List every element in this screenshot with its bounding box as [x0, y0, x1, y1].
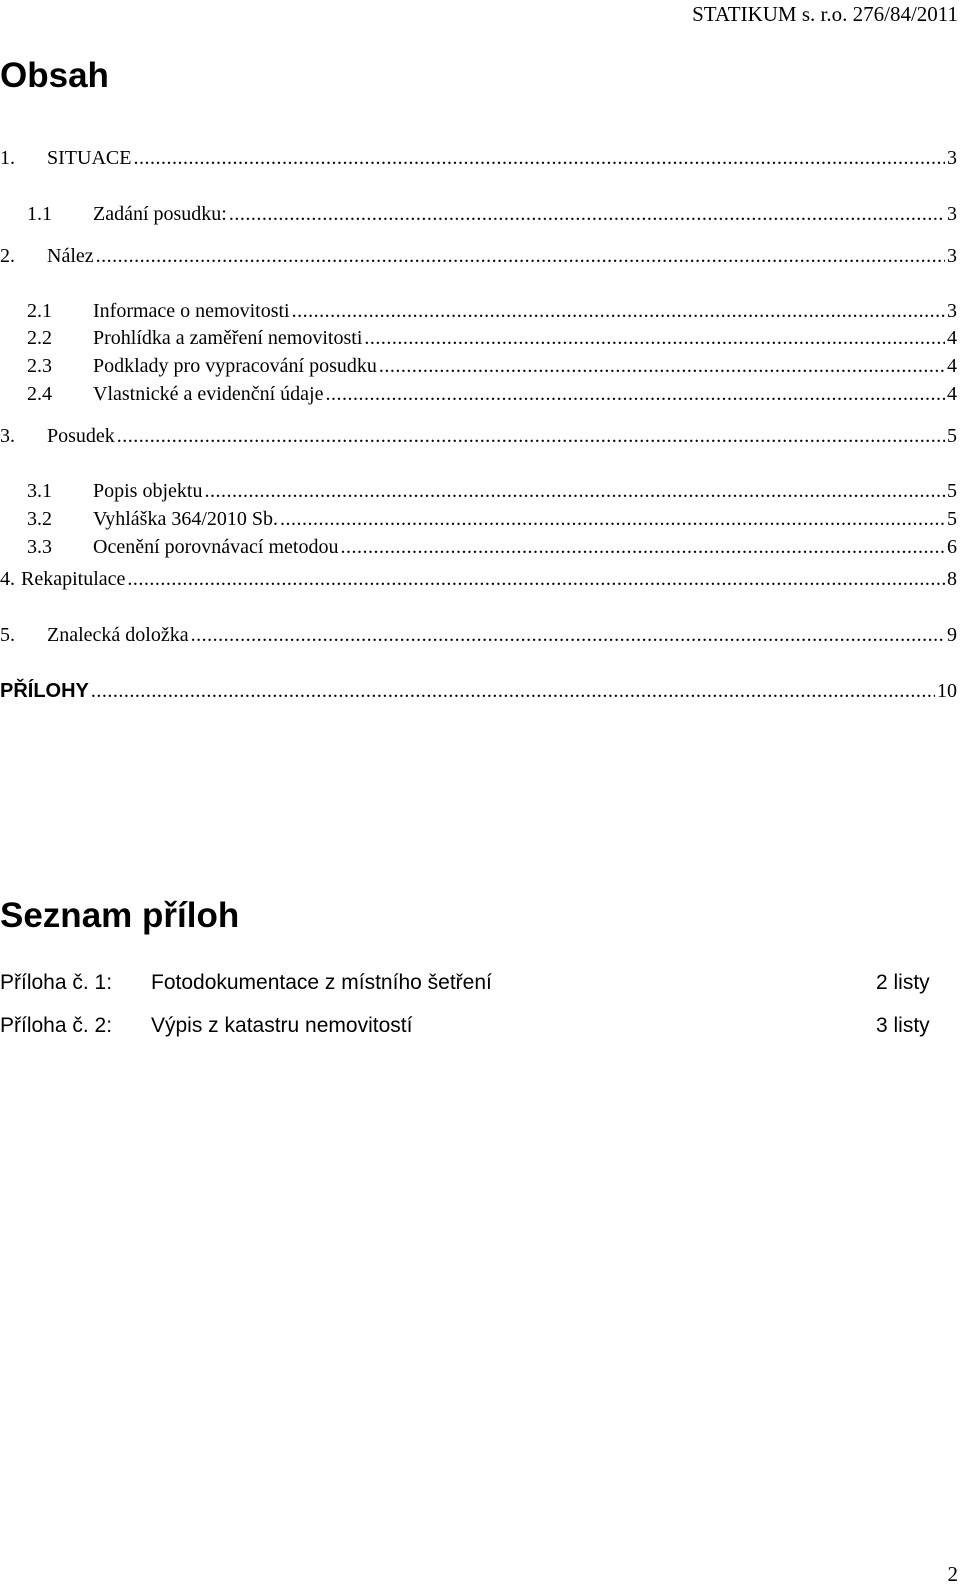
toc-entry-page: 5	[947, 480, 957, 502]
toc-title: Obsah	[0, 56, 109, 95]
toc-entry-page: 3	[947, 300, 957, 322]
toc-leader-dots	[117, 424, 945, 448]
attachment-label: Příloha č. 2:	[0, 1014, 113, 1037]
toc-entry-title: Znalecká doložka	[47, 624, 189, 646]
attachment-row	[0, 968, 948, 998]
toc-entry-title: Prohlídka a zaměření nemovitosti	[93, 327, 363, 349]
toc-entry-title: Ocenění porovnávací metodou	[93, 536, 339, 558]
toc-entry-title: PŘÍLOHY	[0, 680, 89, 702]
toc-leader-dots	[204, 479, 945, 503]
toc-entry-title: Nález	[47, 245, 94, 267]
toc-entry-3-3[interactable]	[0, 535, 957, 559]
toc-entry-number: 2.1	[27, 300, 52, 322]
toc-entry-page: 9	[947, 624, 957, 646]
toc-entry-title: Zadání posudku:	[93, 203, 227, 225]
toc-leader-dots	[325, 382, 945, 406]
toc-entry-page: 4	[947, 383, 957, 405]
toc-entry-4[interactable]	[0, 567, 957, 591]
toc-leader-dots	[379, 354, 945, 378]
toc-entry-3-2[interactable]	[0, 507, 957, 531]
toc-leader-dots	[127, 567, 945, 591]
toc-entry-page: 3	[947, 147, 957, 169]
toc-entry-title: Popis objektu	[93, 480, 203, 502]
toc-entry-number: 3.1	[27, 480, 52, 502]
toc-leader-dots	[96, 244, 945, 268]
toc-entry-3[interactable]	[0, 424, 957, 448]
toc-entry-number: 1.	[0, 147, 15, 169]
toc-entry-2[interactable]	[0, 244, 957, 268]
toc-entry-title: Vlastnické a evidenční údaje	[93, 383, 324, 405]
attachment-title: Fotodokumentace z místního šetření	[151, 971, 492, 994]
header-reference: STATIKUM s. r.o. 276/84/2011	[692, 2, 958, 26]
toc-leader-dots	[91, 679, 935, 703]
toc-entry-number: 2.	[0, 245, 15, 267]
toc-entry-number: 3.2	[27, 508, 52, 530]
attachment-row	[0, 1011, 948, 1041]
toc-entry-number: 5.	[0, 624, 15, 646]
toc-entry-page: 10	[937, 680, 957, 702]
attachment-title: Výpis z katastru nemovitostí	[151, 1014, 413, 1037]
toc-entry-page: 5	[947, 508, 957, 530]
toc-entry-title: Rekapitulace	[21, 568, 126, 590]
toc-entry-title: Podklady pro vypracování posudku	[93, 355, 377, 377]
attachment-label: Příloha č. 1:	[0, 971, 113, 994]
toc-entry-number: 2.2	[27, 327, 52, 349]
toc-leader-dots	[280, 507, 945, 531]
toc-leader-dots	[229, 202, 945, 226]
toc-entry-number: 1.1	[27, 203, 52, 225]
toc-leader-dots	[340, 535, 945, 559]
toc-entry-number: 3.3	[27, 536, 52, 558]
toc-entry-number: 2.3	[27, 355, 52, 377]
toc-entry-2-3[interactable]	[0, 354, 957, 378]
toc-entry-number: 4.	[0, 568, 15, 590]
toc-entry-prilohy[interactable]	[0, 679, 957, 703]
toc-entry-page: 8	[947, 568, 957, 590]
toc-entry-title: Posudek	[47, 425, 115, 447]
toc-entry-number: 2.4	[27, 383, 52, 405]
toc-entry-title: SITUACE	[47, 147, 132, 169]
toc-entry-number: 3.	[0, 425, 15, 447]
toc-leader-dots	[191, 623, 945, 647]
toc-entry-page: 4	[947, 355, 957, 377]
attachment-count: 3 listy	[876, 1014, 930, 1037]
toc-leader-dots	[292, 299, 945, 323]
attachment-count: 2 listy	[876, 971, 930, 994]
toc-entry-3-1[interactable]	[0, 479, 957, 503]
toc-entry-2-2[interactable]	[0, 326, 957, 350]
attachments-title: Seznam příloh	[0, 896, 240, 935]
toc-entry-title: Vyhláška 364/2010 Sb.	[93, 508, 278, 530]
page-number: 2	[947, 1562, 958, 1586]
toc-entry-1[interactable]	[0, 146, 957, 170]
toc-leader-dots	[364, 326, 945, 350]
toc-entry-5[interactable]	[0, 623, 957, 647]
toc-entry-page: 3	[947, 203, 957, 225]
toc-entry-page: 5	[947, 425, 957, 447]
toc-entry-2-1[interactable]	[0, 299, 957, 323]
toc-entry-page: 3	[947, 245, 957, 267]
toc-entry-1-1[interactable]	[0, 202, 957, 226]
toc-entry-title: Informace o nemovitosti	[93, 300, 290, 322]
toc-entry-page: 6	[947, 536, 957, 558]
toc-entry-2-4[interactable]	[0, 382, 957, 406]
toc-entry-page: 4	[947, 327, 957, 349]
toc-leader-dots	[133, 146, 945, 170]
